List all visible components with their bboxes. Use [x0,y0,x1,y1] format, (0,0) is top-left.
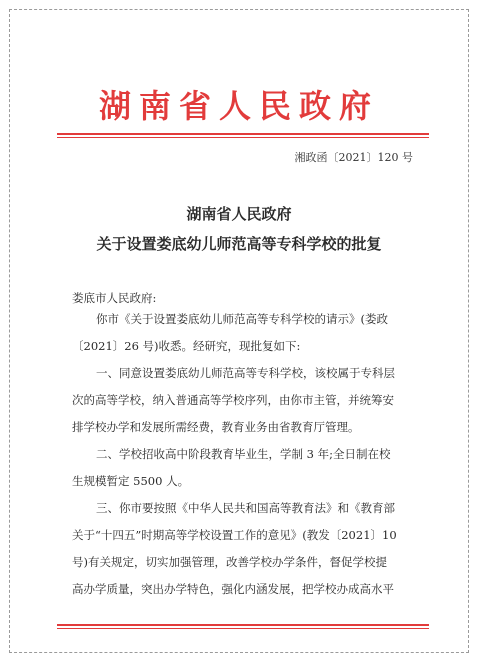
paragraph-line: 生规模暂定 5500 人。 [72,474,190,488]
paragraph-line: 一、同意设置娄底幼儿师范高等专科学校，该校属于专科层 [96,366,395,380]
paragraph-line: 高办学质量，突出办学特色，强化内涵发展，把学校办成高水平 [72,582,394,596]
document-page [9,9,469,653]
paragraph-3 [72,441,424,495]
masthead-title: 湖南省人民政府 [98,87,379,125]
footer-red-rule [57,624,429,626]
paragraph-4 [72,495,424,603]
paragraph-line: 〔2021〕26 号)收悉。经研究，现批复如下: [72,339,301,353]
paragraph-line: 关于“十四五”时期高等学校设置工作的意见》(教发〔2021〕10 [72,528,397,542]
masthead-red-rule [57,133,429,135]
document-title-line-2: 关于设置娄底幼儿师范高等专科学校的批复 [96,235,382,253]
document-title [10,199,468,259]
paragraph-line: 排学校办学和发展所需经费，教育业务由省教育厅管理。 [72,420,360,434]
paragraph-line: 次的高等学校，纳入普通高等学校序列，由你市主管，并统筹安 [72,393,394,407]
document-title-line-1: 湖南省人民政府 [186,205,292,223]
footer-red-rule-thin [57,628,429,629]
paragraph-2 [72,360,424,441]
masthead-red-rule-thin [57,137,429,138]
paragraph-line: 你市《关于设置娄底幼儿师范高等专科学校的请示》(娄政 [96,312,388,326]
paragraph-1 [72,306,424,360]
paragraph-line: 二、学校招收高中阶段教育毕业生，学制 3 年;全日制在校 [96,447,391,461]
paragraph-line: 三、你市要按照《中华人民共和国高等教育法》和《教育部 [96,501,395,515]
salutation: 娄底市人民政府: [72,291,157,305]
paragraph-line: 号)有关规定，切实加强管理，改善学校办学条件，督促学校提 [72,555,387,569]
document-number: 湘政函〔2021〕120 号 [294,151,413,164]
